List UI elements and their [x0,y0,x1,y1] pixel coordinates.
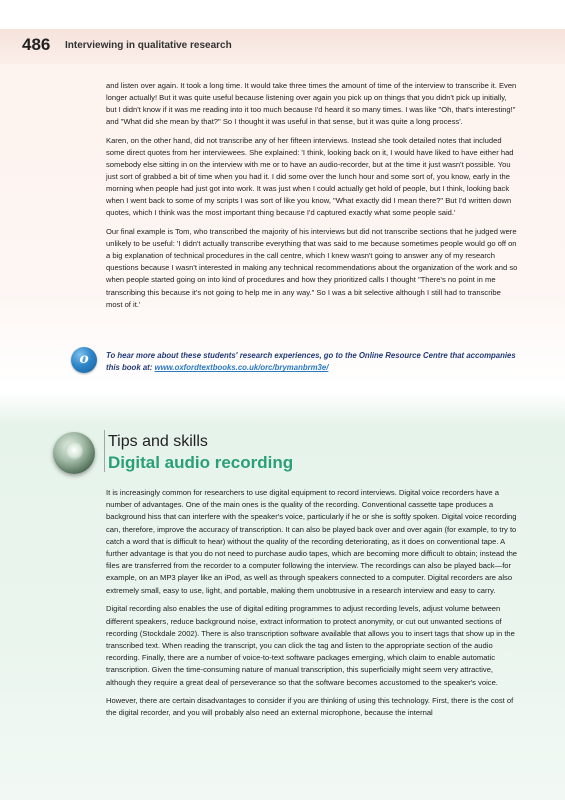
online-resource-centre-icon [71,347,97,373]
orc-icon-letter: o [79,351,89,367]
tips-body-text [106,487,518,726]
tips-divider [104,430,105,472]
page-header [0,0,565,64]
paragraph: Our final example is Tom, who transcribed the majority of his interviews but did not transcribe sections that he judged were unlikely to be useful: 'I didn't actually transcribe everything that was said to me because sometimes people would go off on a big explanation of technical procedures in the call centre, which I knew wasn't going to answer any of my research questions because I wasn't interested in making any technical recommendations about the organization of the work and so when people started going on into kind of procedures and how they prioritized calls I thought "There's no point in me transcribing this because it's not going to help me in any way." So I was a bit selective although I still had to transcribe most of it.' [106,227,518,309]
paragraph: However, there are certain disadvantages to consider if you are thinking of using this technology. First, there is the cost of the digital recorder, and you will probably also need an external microphone, because the internal [106,696,514,718]
tips-and-skills-icon [53,432,95,474]
tips-title: Digital audio recording [108,453,294,472]
orc-link[interactable]: www.oxfordtextbooks.co.uk/orc/brymanbrm3e/ [154,363,329,373]
paragraph: and listen over again. It took a long time. It would take three times the amount of time of the interview to transcribe it. Even longer actually! But it was quite useful because listening over again you pick up on things that you didn't pick up initially, but I didn't know if it was me reading into it too much because I'd heard it so many times. I was like "Oh, that's interesting!" and "What did she mean by that?" So I thought it was useful in that sense, but it was quite a long process'. [106,81,517,127]
online-resource-note [106,350,518,375]
paragraph: Karen, on the other hand, did not transcribe any of her fifteen interviews. Instead she took detailed notes that included some direct quotes from her interviewees. She explained: 'I think, looking back on it, I would have liked to have either had somebody else sitting in on the interview with me or to have an audio-recorder, but at the time it just wasn't possible. You just sort of grabbed a bit of time when you had it. I did some over the lunch hour and some sort of, you know, early in the morning when people had just got into work. It was just when I could actually get hold of people, but I think, looking back when I went back to some of my scripts I was sort of like you know, "What exactly did I mean there?" But I'd written down quotes, which I think was the most important thing because I'd captured exactly what some people said.' [106,135,514,218]
orc-note-text: To hear more about these students' research experiences, go to the Online Resource Centre that accompanies this book at: [106,351,516,373]
page-number: 486 [22,35,51,54]
tips-icon-highlight [65,442,83,460]
top-body-text [106,80,518,317]
paragraph: It is increasingly common for researchers to use digital equipment to record interviews. Digital voice recorders have a number of advantages. One of the main ones is the quality of the recording. Conventional cassette tape produces a background hiss that can interfere with the speaker's voice, particularly if he or she is softly spoken. Digital voice recording can, therefore, improve the accuracy of transcription. It can also be played back over and over again (for example, to try to catch a word that is difficult to hear) without the quality of the recording deteriorating, as it does on conventional tape. A further advantage is that you do not need to purchase audio tapes, which are becoming more difficult to obtain; instead the files are transferred from the recorder to a computer following the interview. The recordings can also be played back—for example, on an MP3 player like an iPod, as well as through speakers connected to a computer. Digital recorders are also extremely small, easy to use, light, and portable, making them unobtrusive in a research interview and easy to carry. [106,488,518,595]
running-head: Interviewing in qualitative research [65,40,232,51]
tips-label: Tips and skills [108,433,208,450]
paragraph: Digital recording also enables the use of digital editing programmes to adjust recording levels, adjust volume between different speakers, reduce background noise, extract information to protect anonymity, or cut out unwanted sections of recording (Stockdale 2002). There is also transcription software available that allows you to insert tags that show up in the transcribed text. When reading the transcript, you can click the tag and listen to the appropriate section of the audio recording. Finally, there are a number of voice-to-text software packages emerging, which claim to enable automatic transcription. Given the time-consuming nature of manual transcription, this superficially might seem very attractive, although they require a great deal of perseverance so that the software becomes accustomed to the speaker's voice. [106,604,515,687]
